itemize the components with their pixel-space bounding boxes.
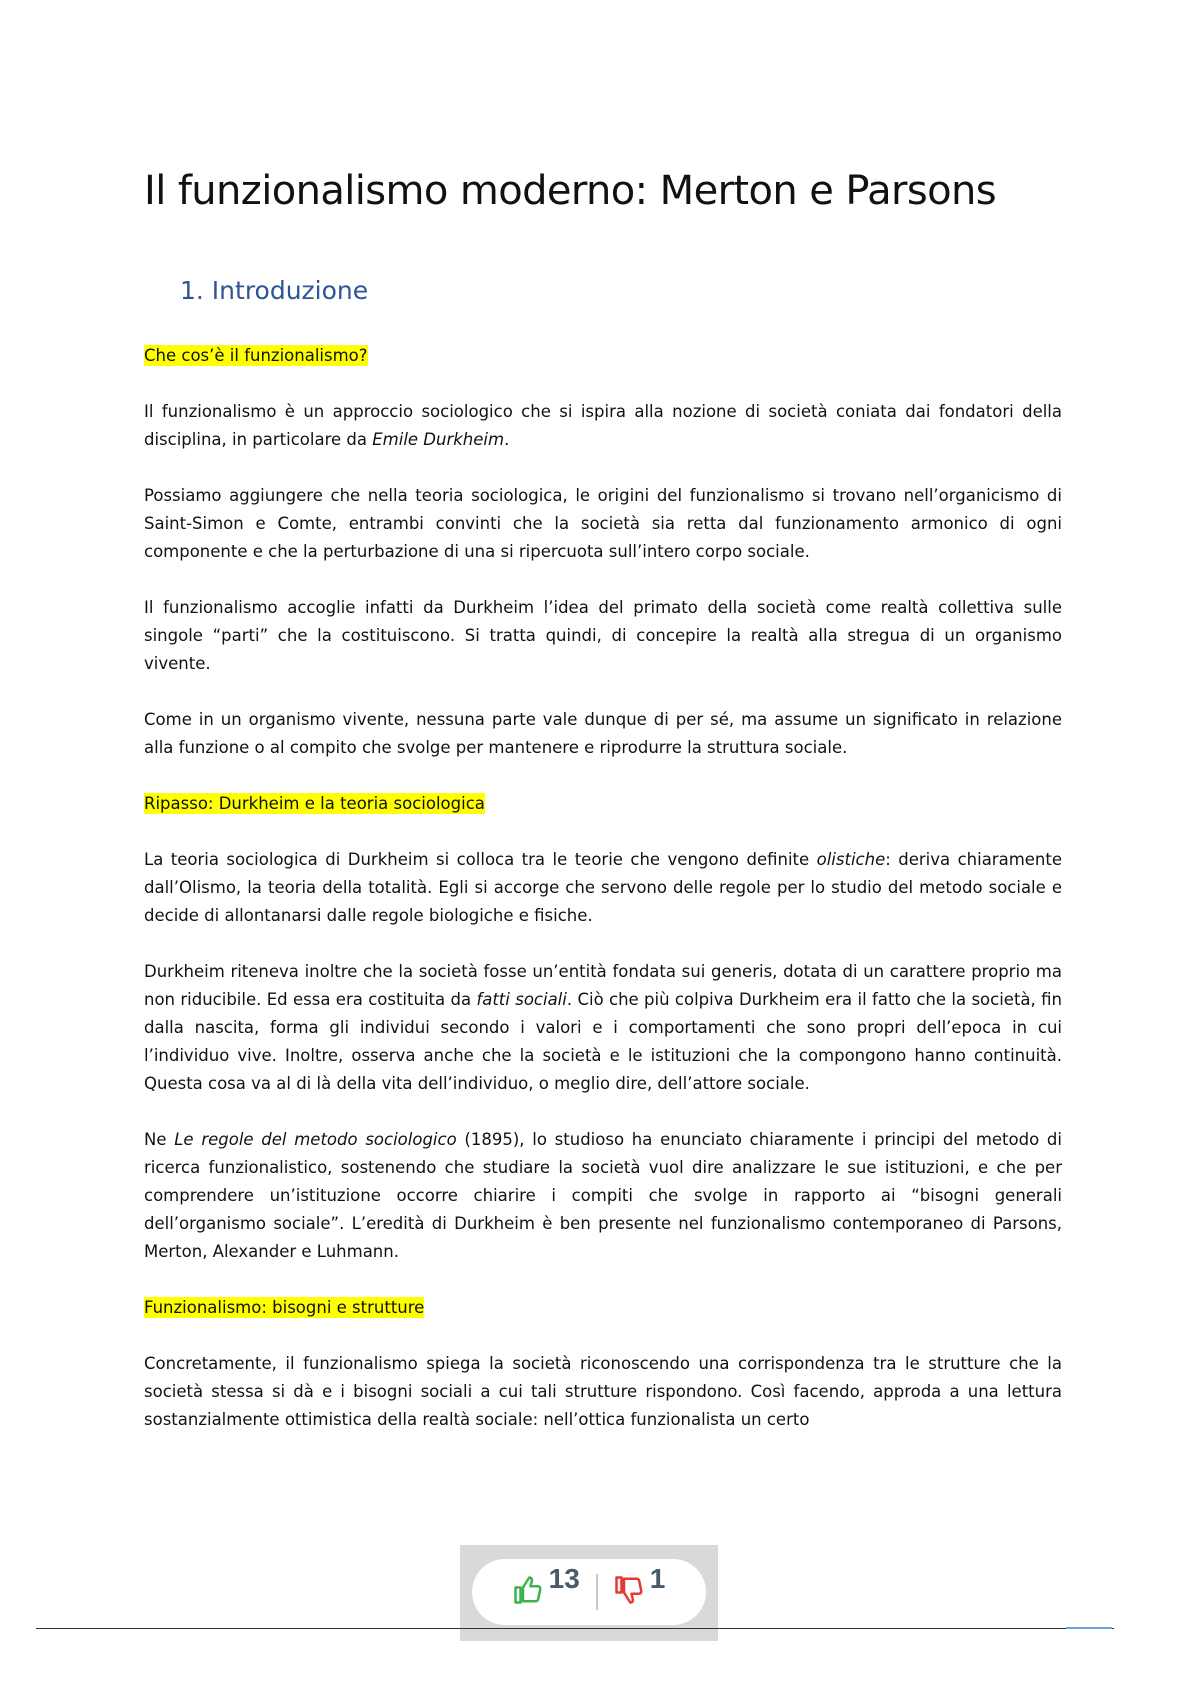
vote-separator: [596, 1574, 598, 1610]
paragraph: [144, 706, 1062, 762]
like-button[interactable]: [513, 1563, 580, 1609]
vote-pill: [472, 1559, 706, 1625]
thumbs-up-icon: [513, 1575, 543, 1609]
paragraph-text: Il funzionalismo accoglie infatti da Durkheim l’idea del primato della società come realtà collettiva sulle singole “parti” che la costituiscono. Si tratta quindi, di concepire la realtà alla stregua di un organismo vivente.: [144, 598, 1062, 673]
italic-text: Emile Durkheim: [372, 430, 505, 449]
footer-divider: [36, 1628, 1114, 1629]
vote-widget: [460, 1545, 718, 1641]
italic-text: fatti sociali: [476, 990, 567, 1009]
subheading-text: Che cos’è il funzionalismo?: [144, 346, 368, 365]
paragraph: [144, 398, 1062, 454]
document-body: [144, 342, 1062, 1462]
dislike-button[interactable]: [614, 1563, 666, 1609]
paragraph-text: Il funzionalismo è un approccio sociologico che si ispira alla nozione di società coniata dai fondatori della disciplina, in particolare da: [144, 402, 1062, 449]
paragraph-text: Come in un organismo vivente, nessuna parte vale dunque di per sé, ma assume un significato in relazione alla funzione o al compito che svolge per mantenere e riprodurre la struttura sociale.: [144, 710, 1062, 757]
like-count: 13: [548, 1563, 580, 1594]
thumbs-down-icon: [614, 1575, 644, 1609]
dislike-count: 1: [649, 1563, 666, 1594]
paragraph-text: Durkheim riteneva inoltre che la società fosse un’entità fondata sui generis, dotata di un carattere proprio ma non riducibile. Ed essa era costituita da: [144, 962, 1062, 1009]
paragraph-text: (1895), lo studioso ha enunciato chiaramente i principi del metodo di ricerca funzionalistico, sostenendo che studiare la società vuol dire analizzare le sue istituzioni, e che per comprendere un’istituzione occorre chiarire i compiti che svolge in rapporto ai “bisogni generali dell’organismo sociale”. L’eredità di Durkheim è ben presente nel funzionalismo contemporaneo di Parsons, Merton, Alexander e Luhmann.: [144, 1130, 1062, 1261]
highlighted-subheading: [144, 342, 1062, 370]
paragraph-text: .: [504, 430, 510, 449]
subheading-text: Funzionalismo: bisogni e strutture: [144, 1298, 425, 1317]
paragraph-text: . Ciò che più colpiva Durkheim era il fatto che la società, fin dalla nascita, forma gli individui secondo i valori e i comportamenti che sono propri dell’epoca in cui l’individuo vive. Inoltre, osserva anche che la società e le istituzioni che la compongono hanno continuità. Questa cosa va al di là della vita dell’individuo, o meglio dire, dell’attore sociale.: [144, 990, 1062, 1093]
section-heading-introduzione: 1. Introduzione: [180, 276, 369, 305]
highlighted-subheading: [144, 1294, 1062, 1322]
paragraph-text: Ne: [144, 1130, 175, 1149]
paragraph: [144, 958, 1062, 1098]
italic-text: Le regole del metodo sociologico: [174, 1130, 457, 1149]
paragraph-text: : deriva chiaramente dall’Olismo, la teoria della totalità. Egli si accorge che servono delle regole per lo studio del metodo sociale e decide di allontanarsi dalle regole biologiche e fisiche.: [144, 850, 1062, 925]
paragraph-text: Possiamo aggiungere che nella teoria sociologica, le origini del funzionalismo si trovano nell’organicismo di Saint-Simon e Comte, entrambi convinti che la società sia retta dal funzionamento armonico di ogni componente e che la perturbazione di una si ripercuota sull’intero corpo sociale.: [144, 486, 1062, 561]
document-title: Il funzionalismo moderno: Merton e Parsons: [144, 168, 996, 214]
paragraph: [144, 482, 1062, 566]
paragraph: [144, 846, 1062, 930]
paragraph: [144, 1350, 1062, 1434]
italic-text: olistiche: [816, 850, 886, 869]
highlighted-subheading: [144, 790, 1062, 818]
paragraph-text: La teoria sociologica di Durkheim si colloca tra le teorie che vengono definite: [144, 850, 817, 869]
subheading-text: Ripasso: Durkheim e la teoria sociologica: [144, 794, 485, 813]
paragraph: [144, 1126, 1062, 1266]
paragraph: [144, 594, 1062, 678]
paragraph-text: Concretamente, il funzionalismo spiega la società riconoscendo una corrispondenza tra le strutture che la società stessa si dà e i bisogni sociali a cui tali strutture rispondono. Così facendo, approda a una lettura sostanzialmente ottimistica della realtà sociale: nell’ottica funzionalista un certo: [144, 1354, 1062, 1429]
footer-accent: [1066, 1627, 1112, 1629]
